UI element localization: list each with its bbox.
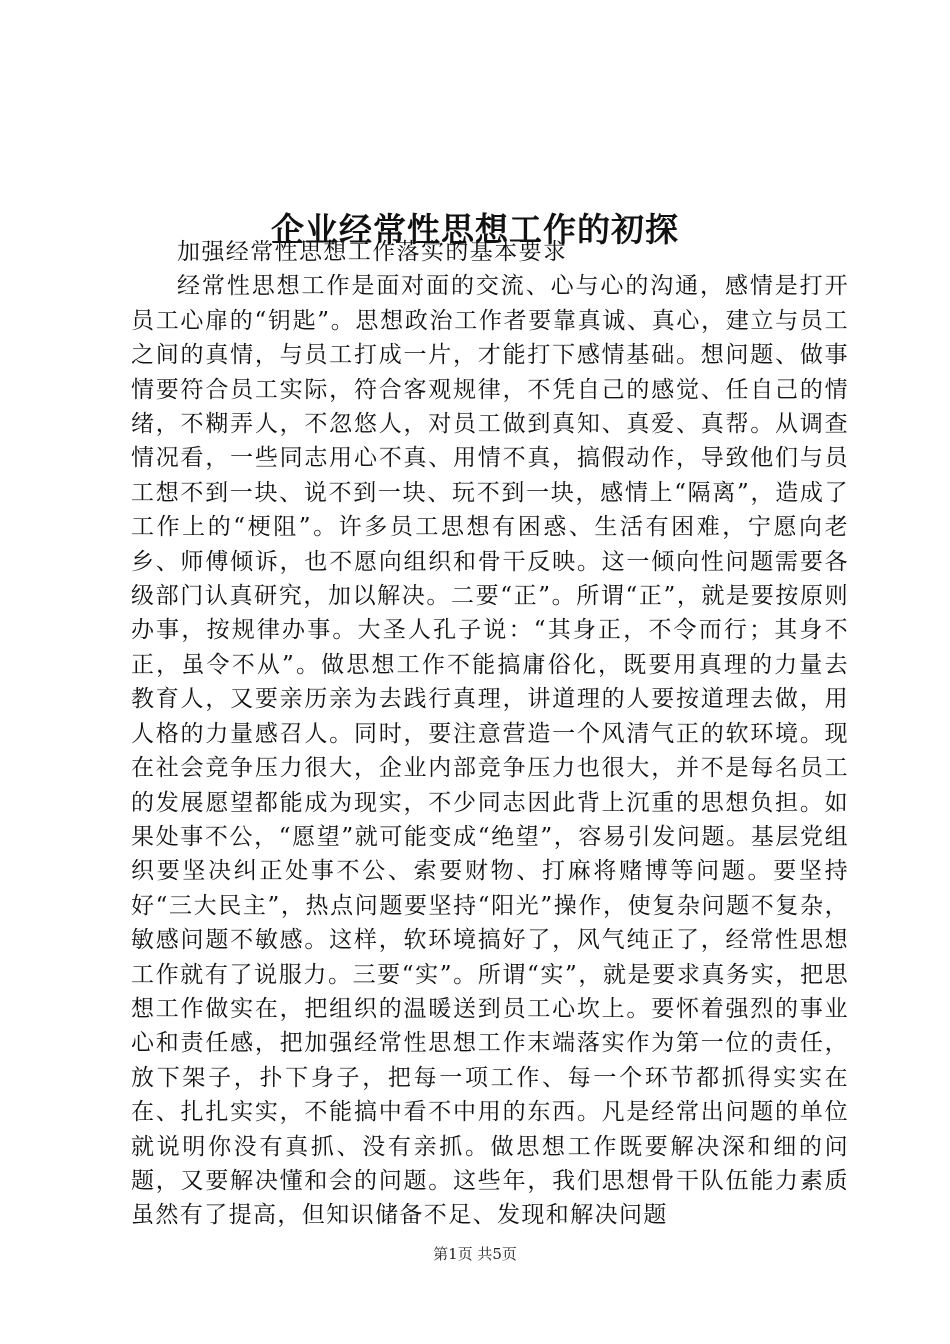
body-paragraph: 经常性思想工作是面对面的交流、心与心的沟通，感情是打开员工心扉的“钥匙”。思想政治工作者要靠真诚、真心，建立与员工之间的真情，与员工打成一片，才能打下感情基础。想问题、做事情要符合员工实际，符合客观规律，不凭自己的感觉、任自己的情绪，不糊弄人，不忽悠人，对员工做到真知、真爱、真帮。从调查情况看，一些同志用心不真、用情不真，搞假动作，导致他们与员工想不到一块、说不到一块、玩不到一块，感情上“隔离”，造成了工作上的“梗阻”。许多员工思想有困惑、生活有困难，宁愿向老乡、师傅倾诉，也不愿向组织和骨干反映。这一倾向性问题需要各级部门认真研究，加以解决。二要“正”。所谓“正”，就是要按原则办事，按规律办事。大圣人孔子说：“其身正，不令而行；其身不正，虽令不从”。做思想工作不能搞庸俗化，既要用真理的力量去教育人，又要亲历亲为去践行真理，讲道理的人要按道理去做，用人格的力量感召人。同时，要注意营造一个风清气正的软环境。现在社会竞争压力很大，企业内部竞争压力也很大，并不是每名员工的发展愿望都能成为现实，不少同志因此背上沉重的思想负担。如果处事不公，“愿望”就可能变成“绝望”，容易引发问题。基层党组织要坚决纠正处事不公、索要财物、打麻将赌博等问题。要坚持好“三大民主”，热点问题要坚持“阳光”操作，使复杂问题不复杂，敏感问题不敏感。这样，软环境搞好了，风气纯正了，经常性思想工作就有了说服力。三要“实”。所谓“实”，就是要求真务实，把思想工作做实在，把组织的温暖送到员工心坎上。要怀着强烈的事业心和责任感，把加强经常性思想工作末端落实作为第一位的责任，放下架子，扑下身子，把每一项工作、每一个环节都抓得实实在在、扎扎实实，不能搞中看不中用的东西。凡是经常出问题的单位就说明你没有真抓、没有亲抓。做思想工作既要解决深和细的问题，又要解决懂和会的问题。这些年，我们思想骨干队伍能力素质虽然有了提高，但知识储备不足、发现和解决问题 xyxy=(131,273,849,1229)
subheading: 加强经常性思想工作落实的基本要求 xyxy=(177,239,568,265)
page-indicator: 第1页 共5页 xyxy=(433,1245,517,1263)
document-body xyxy=(131,235,849,1233)
document-title: 企业经常性思想工作的初探 xyxy=(271,210,679,250)
